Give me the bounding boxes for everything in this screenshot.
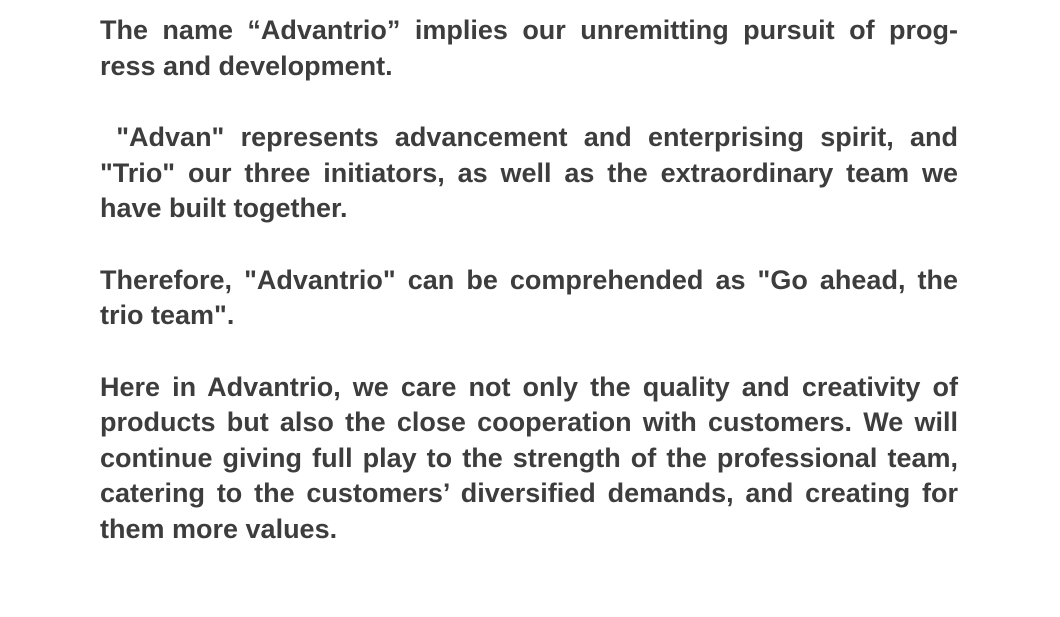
text-line: trio team". [100, 300, 235, 330]
text-line: have built together. [100, 193, 348, 223]
text-line: products but also the close cooperation with customers. We will [100, 407, 958, 437]
text-line: Therefore, "Advantrio" can be comprehended as "Go ahead, the [100, 264, 958, 295]
paragraph-therefore [100, 263, 958, 334]
text-line: Here in Advantrio, we care not only the quality and creativity of [100, 371, 958, 402]
paragraph-advan-trio [100, 120, 958, 227]
text-line: ress and development. [100, 50, 393, 81]
text-line: "Trio" our three initiators, as well as the extraordinary team we [100, 157, 958, 188]
paragraph-values [100, 370, 958, 548]
paragraph-name-meaning [100, 13, 958, 84]
text-line: "Advan" represents advancement and enterprising spirit, and [100, 122, 958, 152]
text-line: The name “Advantrio” implies our unremitting pursuit of prog- [100, 15, 958, 45]
text-line: catering to the customers’ diversified demands, and creating for [100, 478, 958, 508]
about-text-block [100, 13, 958, 583]
text-line: them more values. [100, 513, 338, 544]
text-line: continue giving full play to the strength of the professional team, [100, 442, 958, 473]
